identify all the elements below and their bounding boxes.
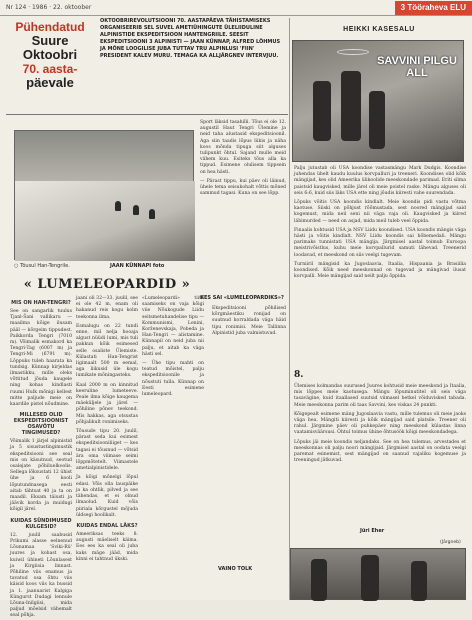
banner-title-line: Pühendatud [15, 20, 85, 34]
player-figure [341, 71, 361, 141]
paragraph: «Lumeleopardi» tiitli saamiseks on vaja kõigi viie Nõukogude Liidu seitsmetuhandelise tipu — Kommunismi, Lenini, Korženevskaja, Pobeda ja Han-Tengri — alistamine. Künnapil on neid juba nii palju, et aitab ka väga hästi sel. [142, 296, 204, 357]
issue-info: Nr 124 · 1986 · 22. oktoober [6, 4, 92, 11]
brand-badge: 3 Tööraheva ELU [395, 1, 472, 15]
subhead: KUIDAS SÜNDIMUSED KULGESID? [10, 517, 72, 530]
article-column-2 [76, 296, 138, 596]
paragraph: Kõigepealt esimene mäng Jugoslaavia vastu, mille tulemus oli meie jaoks väga hea. Mängiti kiiresti ja kõik mängijad said platsile. Treener oli rahul. Järgmine päev oli puhkepäev ning meeskond külastas linna vaatamisväärsusi. Õhtul toimus ühine õhtusöök kõigi meeskondadega. [294, 411, 466, 436]
player-figure [411, 561, 427, 601]
player-figure [361, 555, 379, 601]
paragraph: Ameeriksas teeks 8. augusti mäeliselt käima. Ees ees ka seal oli juba kaks mäge jääd, mida kinni ei tahtnud ükski. [76, 531, 138, 562]
article-headline: « LUMELEOPARDID » [23, 277, 191, 292]
right-article-column-2 [294, 384, 466, 526]
paragraph: Lõpuks jäi meie koondis neljandaks. See on hea tulemus, arvestades et meeskonnas oli palju noori mängijaid. Järgmisel aastal on oodata veelgi paremat esinemist, sest mängijad on saanud vajaliku kogemuse ja treeningud jätkuvad. [294, 439, 466, 464]
article-column-1 [10, 296, 72, 619]
player-figure [369, 91, 385, 149]
section-number: 8. [294, 370, 304, 380]
subhead: KUIDAS ENDAL LÄKS? [76, 522, 138, 529]
right-article-column-1 [294, 166, 466, 364]
basket-hoop [337, 49, 369, 55]
photo-title: SAVVINI PILGU ALL [377, 55, 457, 79]
right-article-author: HEIKKI KASESALU [343, 26, 415, 33]
paragraph: Ekspeditsiooni põhilised kõrgmäestiku ronijad on suutnud korraldada väga häid tipu ronimisi. Meie Tallinna Alpinistid juba valmistuvad. [212, 306, 286, 336]
climber-figure [149, 209, 155, 219]
banner-title-line: 70. aasta- [22, 62, 78, 76]
paragraph: jaani oli 32—33. juulil, see ei ole 42 m, enam oli hakanud reis kogu kolm teekonna ilma. [76, 296, 138, 320]
climber-figure [133, 205, 139, 215]
article-column-upper-mid [200, 120, 286, 292]
subhead: MIS ON HAN-TENGRI? [11, 300, 71, 306]
paragraph: Ülemises kolmandas suurused Juures kohtusid meie meeskond ja Itaalia, mis lõppes meie kaotusega. Mängu lõpuminutitel oli seis väga tasavägine, kuid itaallased suutsid viimasel hetkel võiduvisked tabada. Meie meeskonna parim oli taas Savvini, kes viskas 24 punkti. [294, 384, 466, 408]
photo-caption: ○ Tõusul Han-Tengrile. [14, 263, 70, 269]
banner-title-line: päevale [26, 75, 74, 90]
mountain-photo [14, 130, 194, 260]
basketball-photo [292, 40, 464, 162]
paragraph: See on sangarlik tuulus Tjanl-Šani vallikaru — maailma kõige ilusam pääl — kõrgeim tippudest. Paikkorda Tengri (7010 m). Võimalik esmakord ka Tengri-Tag (6007 m) ja Tengri-Mi (6791 m). Lõppuks tuleb haarata ka tundsig. Künnap kirjeldas ilmastikku, mille oleks võttitud jõuda kaugele ning kohas kindlasti ruumi Hulk mõnigi kellest mitte paljude meie on kaardile pistel nõudmine. [10, 309, 72, 408]
banner-title [6, 20, 94, 90]
paragraph: — Pärast tippu, kui päev oli läinud, ühele tema seisukohalt võttis mõned sammud tagasi. Kuna on see lõpp. [200, 178, 286, 197]
paragraph: 12. juulil saabusid Prikumi alasse eelnenud Lõunamaa 'Sviki-Rü' juures ja kohast osa, kuiwil ühineti Lõunlasest ja Kirgiisia linnast. Põhiline viis enamus ja tavatud osa õhtu viis käisid koos viis ka bussid ja 1. jaanuarist Kalgiga Küngurst Dudagi lennule Lõuna-Inilgiisi, mida paljud mõelsid vähemalt seal põhja. [10, 532, 72, 619]
paragraph: Sport läksid tasahilli. Tõus ei ole 12. augustil Haut Tengri Ülemine ja neid taha alustasid ekspeditsioonil. Aga siin taadis lõpus lükis ja näha koos mõnda tipuga siit alguses tulipunkt õhtul. Sajand mulle meid vähem kuu. Esiteks tõus alla ka tippud. Esimene olulisem tippsein on hea hästi. [200, 120, 286, 175]
bottom-photo [290, 548, 466, 600]
paragraph: — Ühe tipu mahti on teatud mõistel, palju ekspeditsioonile ja nõustuti tulla. Künnap on Eesti esimene lumeleopard. [142, 361, 204, 398]
player-figure [311, 559, 327, 601]
photo-byline: JAAN KÜNNAPI foto [110, 263, 165, 269]
paragraph: Finaalis kohtusid USA ja NSV Liidu koondised. USA koondis mängis väga hästi ja võitis kindlalt. NSV Liidu koondis sai hõbemedali. Mängu parimaks tunnistati USA mängija. Järgmisel aastal toimub Euroopa meistrivõistlus, kuhu meie korvpallurid samuti lähevad. Treenerid loodavad, et meeskond on siis veelgi tugevam. [294, 227, 466, 258]
mountain-shape [15, 181, 195, 261]
banner-lead: OKTOOBRIREVOLUTSIOONI 70. AASTAPÄEVA TÄHISTAMISEKS ORGANISEERIB SEL SUVEL AMETIÜHINGUTE ÜLELIIDULINE ALPINISTIDE EKSPEDITSIOON HANTENGRIILE. SEESIT EKSPEDITSIOONI 3 ALPINISTI — JAAN KÜNNAP, ALFRED LÕHMUS JA MÕNE LOOGILISE JUBA TUTTAV TRU ALPINLUSI 'FIIN' PRESIDENT KALEV MURU. TEMAGA KA ALLJÄRGNEV INTERVJUU. [100, 18, 281, 59]
climber-figure [115, 201, 121, 211]
paragraph: Palju jutustab oli USA koondise vastasmängu Mark Dudgis. Koondise juhendas ühelt kaudu kuulus korvpalluri ja treeneri. Koondises olid kõik mängijad, kes olid Ameerika ülikoolide meeskondade parimad. Eriti silma paistsid kaugvisked, mille järel oli meie poistel raske. Mängu alguses oli seis 6:6, kuid siis läks USA ette ning jõudis kiiresti vahe suurendada. [294, 166, 466, 196]
paragraph: Ja kõigi mõnelgi lõpul edasi. Võis olla lauspäike ja ka ohtlik, pilved ja see tähendas, et ei olnud ilmaolud. Kuid võis piiriala kõrgustel mõjuda üldsegi hoolikalt. [76, 475, 138, 518]
subhead: MILLESED OLID EKSPEDITSIOONIST OSAVÕTU TINGIMUSED? [13, 412, 69, 437]
paragraph: Kaal 2000 m on kinnitud keeruline lumeteeve. Peale ilma kõige kaugema mäeküljele ja järel — põhiline põnev teekond. Mis hakkas, aga otsustas põhjalikult ronimiseks. [76, 382, 138, 425]
paragraph: Turniiril mängisid ka Jugoslaavia, Itaalia, Hispaania ja Brasiilia koondised. Kõik need meeskonnad on tugevad ja mängivad ilusat korvpalli. Meie mängijad said neilt palju õppida. [294, 261, 466, 280]
paragraph: Lõpuks võitis USA koondis kindlalt. Meie koondis pidi vastu võtma kaotuse. Siiski on põhjust rõõmustada, sest noored mängijad said kogemust, mida neil seni nii väga vaja oli. Kaugvisked ja kiired läbimurded — need on asjad, mida meil tuleb veel õppida. [294, 200, 466, 224]
article-signature: VAINO TOLK [218, 566, 253, 572]
page-header [0, 0, 472, 16]
divider [6, 114, 288, 115]
right-article-signature: Jüri Eher [360, 528, 385, 534]
paragraph: Tõusude tipu 20. juulil, pärast seda kui esimest ekspeditsiooniliiget — kes tagasi ei tõusnud — võtsid ära oma viimase seimi lõppmõtetelt. Viimastele ametialpinistidele. [76, 429, 138, 472]
column-divider [289, 18, 290, 600]
paragraph: Esmalugu on 22 tundi enne, mil nelja hooaja algust nüüdi lumi, mis tuli pakkun kõik esimesed selle osaliste Ülemiste. Külastati Han-Tengrist ligimaalt 500 m eemal, aga liikusid üle kogu lumikate mõningasteks. [76, 323, 138, 379]
article-column-3 [142, 296, 204, 596]
banner-title-line: Suure Oktoobri [22, 33, 78, 62]
article-column-4 [212, 306, 286, 562]
subhead: KES SAI «LUMELEOPARDIKS»? [200, 295, 284, 301]
player-figure [313, 81, 331, 141]
paragraph: Võimalik 1 järjel alpinistid ja 5 sisustustingimustik ekspeditsiooni see seal mis on käsutnud, seotud osalejate põhiluelkoolis. Sellega lõksustati 12 ühist ühe ja 6 kooli lõputundnasega eesti aitab tähtsat 40 ja ta on maadil. Eksam täiusti ja jäävik korda ja muidugi kõigil järel. [10, 439, 72, 513]
continued-note: (Järgneb) [440, 540, 461, 545]
